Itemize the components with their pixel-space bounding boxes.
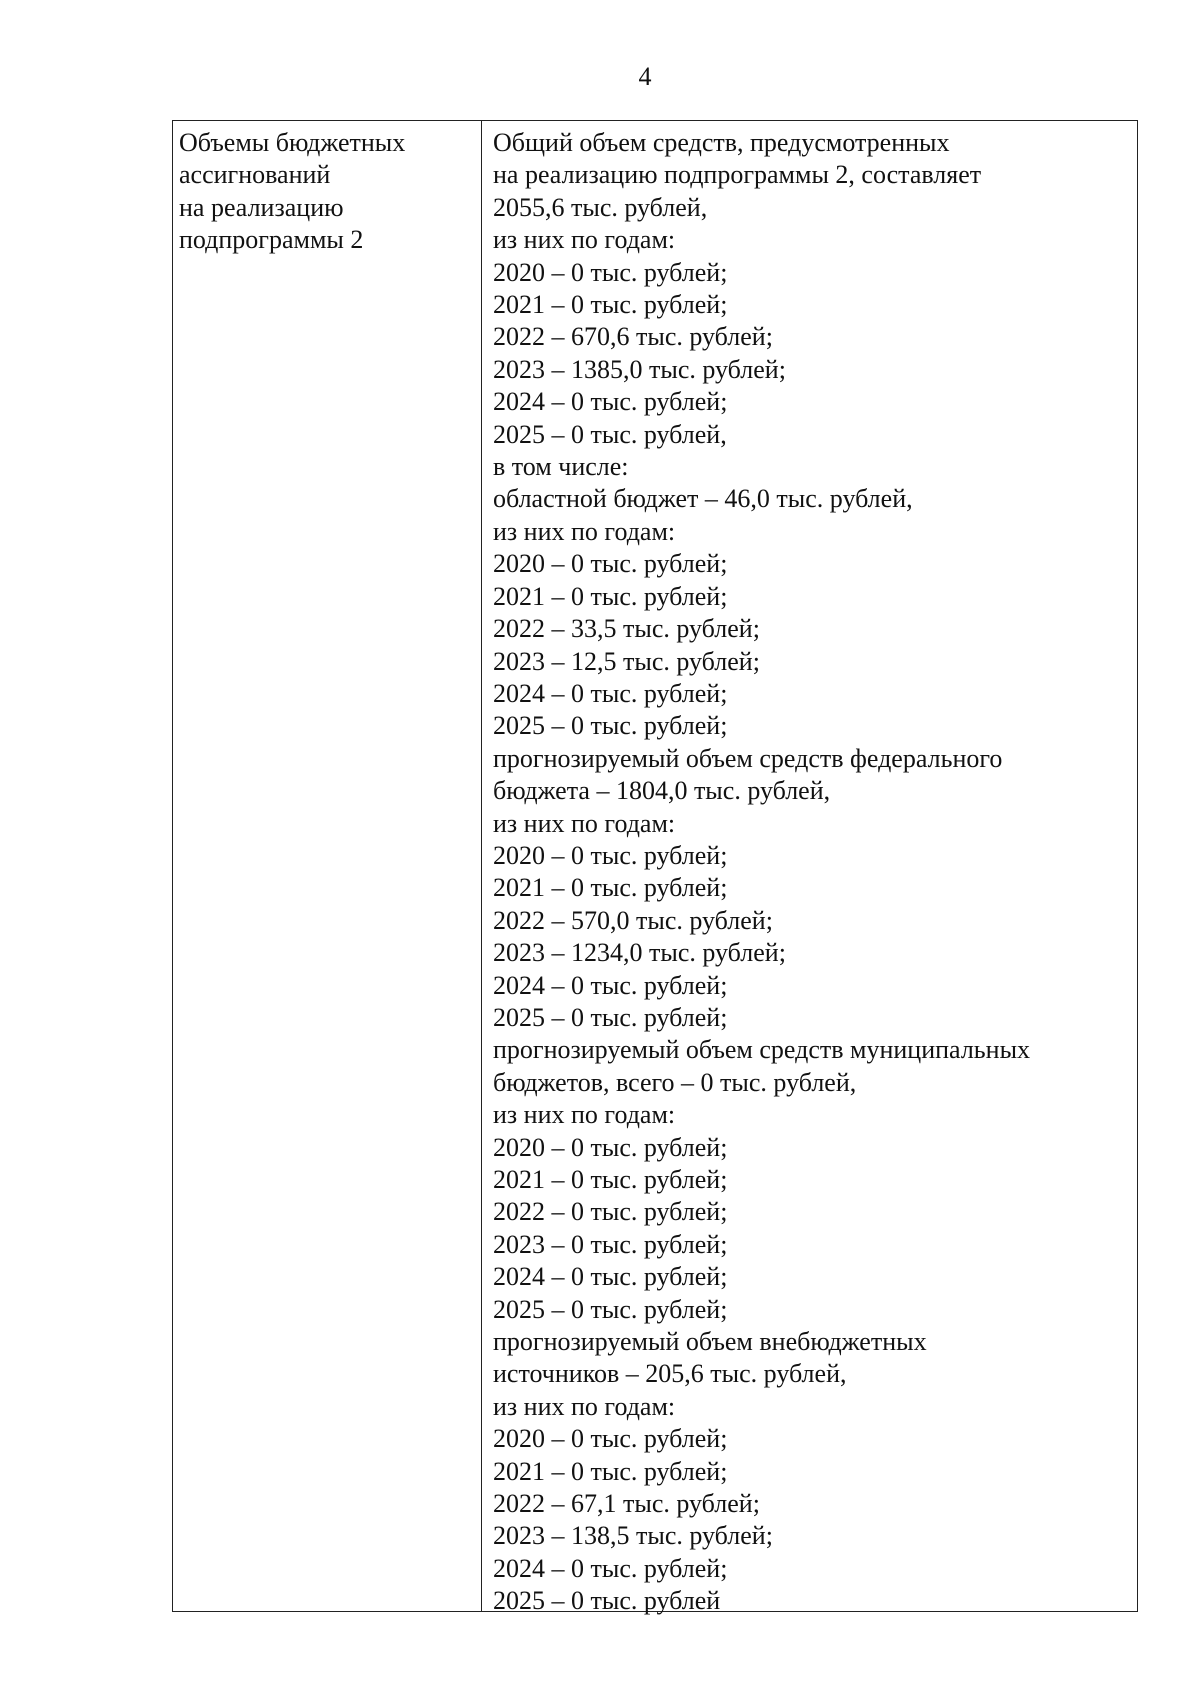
content-line: 2021 – 0 тыс. рублей; [493,290,728,320]
content-line: 2022 – 33,5 тыс. рублей; [493,614,760,644]
content-line: 2025 – 0 тыс. рублей, [493,419,727,449]
content-line: 2024 – 0 тыс. рублей; [493,1553,728,1583]
content-line: 2024 – 0 тыс. рублей; [493,678,728,708]
content-line: 2021 – 0 тыс. рублей; [493,581,728,611]
content-line: 2023 – 12,5 тыс. рублей; [493,646,760,676]
content-line: 2024 – 0 тыс. рублей; [493,970,728,1000]
content-line: в том числе: [493,452,629,482]
content-line: 2023 – 1234,0 тыс. рублей; [493,938,786,968]
table-cell-label [173,121,482,1611]
content-line: 2020 – 0 тыс. рублей; [493,840,728,870]
content-line: 2020 – 0 тыс. рублей; [493,1132,728,1162]
content-line: 2025 – 0 тыс. рублей; [493,711,728,741]
content-line: 2023 – 0 тыс. рублей; [493,1229,728,1259]
label-line: подпрограммы 2 [179,225,364,255]
content-line: прогнозируемый объем внебюджетных [493,1327,927,1357]
content-line: из них по годам: [493,225,676,255]
content-line: 2022 – 0 тыс. рублей; [493,1197,728,1227]
content-line: 2025 – 0 тыс. рублей [493,1586,721,1616]
content-line: 2021 – 0 тыс. рублей; [493,873,728,903]
content-line: бюджета – 1804,0 тыс. рублей, [493,776,831,806]
content-line: 2025 – 0 тыс. рублей; [493,1002,728,1032]
content-line: 2020 – 0 тыс. рублей; [493,549,728,579]
content-line: 2025 – 0 тыс. рублей; [493,1294,728,1324]
funding-table [172,120,1138,1616]
content-line: 2021 – 0 тыс. рублей; [493,1456,728,1486]
content-line: прогнозируемый объем средств федерального [493,743,1003,773]
content-line: 2023 – 1385,0 тыс. рублей; [493,354,786,384]
label-line: Объемы бюджетных [179,128,406,157]
label-line: ассигнований [179,160,331,190]
content-line: бюджетов, всего – 0 тыс. рублей, [493,1067,857,1097]
content-line: 2021 – 0 тыс. рублей; [493,1165,728,1194]
page-number: 4 [638,62,652,91]
content-line: 2024 – 0 тыс. рублей; [493,387,728,417]
content-line: 2055,6 тыс. рублей, [493,192,708,222]
table-cell-content [482,121,1137,1616]
content-line: из них по годам: [493,516,676,546]
content-line: 2020 – 0 тыс. рублей; [493,257,728,287]
content-line: из них по годам: [493,1391,676,1421]
content-line: источников – 205,6 тыс. рублей, [493,1359,847,1389]
content-line: 2023 – 138,5 тыс. рублей; [493,1521,773,1551]
content-line: областной бюджет – 46,0 тыс. рублей, [493,484,913,514]
content-line: на реализацию подпрограммы 2, составляет [493,160,982,190]
content-line: Общий объем средств, предусмотренных [493,128,950,157]
content-line: 2022 – 670,6 тыс. рублей; [493,322,773,352]
content-line: из них по годам: [493,1100,676,1130]
content-line: 2022 – 570,0 тыс. рублей; [493,905,773,935]
content-line: прогнозируемый объем средств муниципальных [493,1035,1031,1065]
content-line: из них по годам: [493,808,676,838]
content-line: 2024 – 0 тыс. рублей; [493,1262,728,1292]
content-line: 2022 – 67,1 тыс. рублей; [493,1489,760,1519]
label-line: на реализацию [179,192,344,222]
content-line: 2020 – 0 тыс. рублей; [493,1424,728,1454]
